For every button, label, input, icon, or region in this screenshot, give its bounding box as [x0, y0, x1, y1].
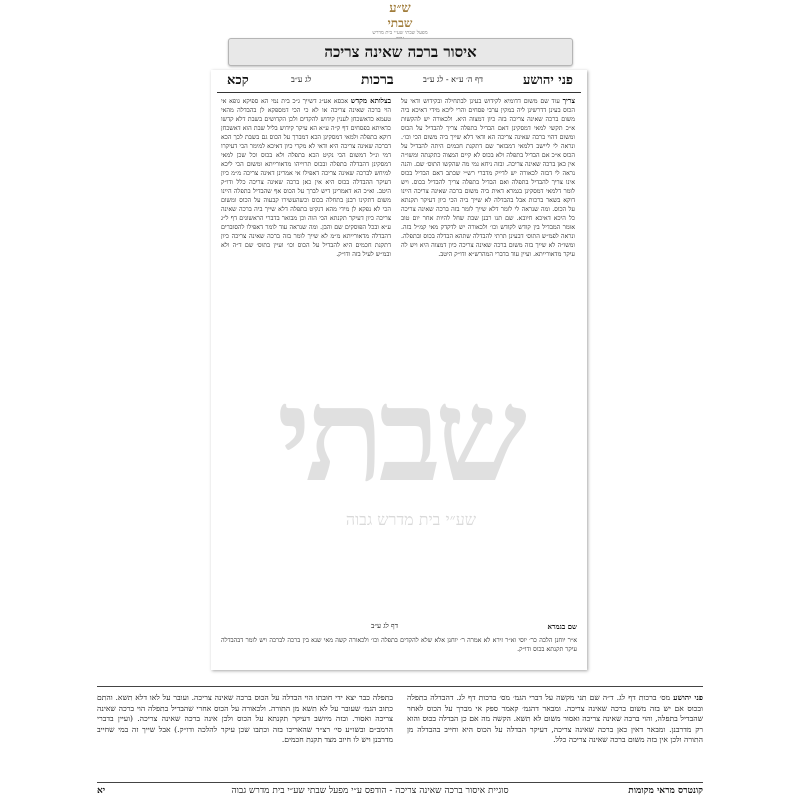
book-title: פני יהושע — [522, 73, 573, 88]
lower-daf-marker: דף לג ע״ב — [371, 622, 399, 630]
column-text: אכסא אע״ג דשייך ג״כ בית נמי הא ספיקא גופא אי הוי ברכה שאינה צריכה או לא כי הכי דמספקא לן בהבדלה מהאי טעמא כדאשכחן לענין קידוש להקדים ולכן הקדושים בשבת דלא קדשו כדאיתא בפסחים דף ק״ה ע״א הא עיקר קידוש בליל שבת הוא דאשכחן דוקא בתפלה ולמאי דמסקינן הכא דמברך על הכוס גם בשבת לכך הכא דברכה שאינה צריכה היא ודאי לא מקרי כיון דאיכא למימר הכי דעיקרו דמי ונ״ל דמשום הכי נקיט הכא בתפלה ולא בכוס וכל שכן למאי דמסקינן דהבדלה בתפלה ובכוס תרוייהו מדאורייתא ומשום הכי ליכא למיחש לברכה שאינה צריכה דאפילו אי אמרינן דאינה צריכה מ״מ כיון דעיקר ההבדלה בכוס היא אין כאן ברכה שאינה צריכה כלל ודו״ק היטב. וא״כ הא דאמרינן דיש לברך על הכוס אף שהבדיל בתפלה היינו משום דתקינו רבנן בתחלה בכוס וכשהעשירו קבעוה על הכוס ומשום הכי לא נפקא לן מידי מהא דנקיט בתפלה דלא שייך ביה ברכה שאינה צריכה כיון דעיקר תקנתא הכי הוה וכן מבואר בדברי הראשונים דף ל״ג ע״א ובכל הפוסקים שם והבן. ומה שנראה עוד לומר דאפילו להסוברים דהבדלה מדאורייתא מ״מ לא שייך לומר בזה ברכה שאינה צריכה כיון דתקנת חכמים היא להבדיל על הכוס וכו׳ ועיין בתוס׳ שם ד״ה ולא ובמ״ש לעיל בזה ודו״ק. — [221, 98, 391, 258]
page-footer — [97, 782, 703, 797]
logo-word: שבתי — [387, 16, 413, 30]
logo-mark: ש״ע — [389, 1, 411, 16]
book-page-number: קכא — [227, 73, 249, 88]
commentary-text-right: מס׳ ברכות דף לג. ד״ה שם תני מקשה על דברי הגמ׳ מס׳ ברכות דף לג. דהבדלה בתפלה ובכוס אם יש בזה משום ברכה שאינה צריכה. ומבאר דהגמ׳ קאמר ספק אי מברך על הכוס לאחר שהבדיל בתפלה, והוי ברכה שאינה צריכה ואסור משום לא תשא. הקשה מה אם כן הבדלה בכוס והוא רק מדרבנן. ומבאר דאין כאן ברכה שאינה צריכה, דעיקר הבדלה על הכוס היא וחייב בהבדלה מן התורה ולכן אין בזה משום ברכה שאינה צריכה כלל. — [407, 693, 703, 744]
book-column-left — [221, 96, 391, 616]
footer-subtitle: סוגיית איסור ברכה שאינה צריכה - הודפס ע״י מפעל שבתי שע״י בית מדרש גבוה — [231, 786, 509, 796]
watermark-text: שבתי — [276, 358, 522, 511]
book-daf-range: דף ה׳ ע״א - לג ע״ב — [422, 75, 483, 84]
book-daf-left: לג ע״ב — [291, 75, 312, 84]
column-lead-word: בצלותא מקדש — [350, 96, 391, 105]
lower-section-heading — [221, 622, 577, 631]
commentary-column-right — [407, 693, 703, 777]
commentary-lead: פני יהושע — [673, 693, 703, 702]
header-divider — [217, 92, 581, 93]
commentary-section — [97, 686, 703, 779]
column-text: עוד שם משום דדומיא לקידוש בעינן לבתחילה ובקידוש ודאי על הכוס בעינן דדרשינן ליה במקין ערבי פסחים והרי ליכא מידי דאיכא ביה משום ברכה שאינה צריכה בזה כיון דמצוה היא. ולכאורה יש להקשות א״כ תקשי למאי דמסקינן דאם הבדיל בתפלה צריך להבדיל על הכוס ומשום דהוי ברכה שאינה צריכה הא ודאי דלא שייך ביה משום הכי וכו׳. ונראה לי ליישב דלמאי דמבואר שם דתקנת חכמים היתה להבדיל על הכוס א״כ אם הבדיל בתפלה ולא בכוס לא קיים המצוה כתקנתה ומשו״ה אין כאן ברכה שאינה צריכה. ובזה ניחא נמי מה שהקשו התוס׳ שם. והנה נראה לי דבזה לכאורה יש לדייק מדברי רש״י שכתב דאם הבדיל בכוס אינו צריך להבדיל בתפלה ואם הבדיל בתפלה צריך להבדיל בכוס. ויש לומר דלמאי דמסקינן בגמרא דאית ביה משום ברכה שאינה צריכה היינו דוקא בשאר ברכות אבל בהבדלה לא שייך ביה הכי כיון דעיקר תקנתא על הכוס. ומה שנראה לי לומר דלא שייך לומר בזה ברכה שאינה צריכה כל היכא דאיכא חיובא. שם תנו רבנן שבת שחל להיות אחר יום טוב אומר המבדיל בין קודש לקודש וכו׳ ולכאורה יש לדקדק מאי קמ״ל בזה. ונראה לפמ״ש התוס׳ דבעינן תרתי להבדלה שתהא הבדלה בכוס ובתפלה. ומשו״ה לא שייך בזה משום ברכה שאינה צריכה כיון דמצוה היא ויש לה עיקר מדאורייתא. ועיין עוד בדברי המהרש״א ודו״ק היטב. — [401, 98, 575, 258]
topic-title-banner: איסור ברכה שאינה צריכה — [228, 38, 573, 66]
lower-heading-text: שם בגמרא — [547, 622, 577, 631]
book-page-scan — [211, 70, 587, 670]
logo-subtitle: מפעל שבתי שע״י בית מדרש — [372, 30, 428, 36]
footer-title: קונטרס מראי מקומות — [628, 786, 703, 796]
column-lead-word: צריך — [562, 96, 575, 105]
book-column-right — [401, 96, 575, 616]
book-page-header — [211, 70, 587, 92]
lower-section-text: א״ר יוחנן הלכה כר׳ יוסי וא״ר זירא לא אמרה ר׳ יוחנן אלא שלא להקדים בתפלה וכו׳ ולכאורה קשה מאי שנא בין ברכה לברכה ויש לומר דבהבדלה עיקר תקנתא בכוס ודו״ק. — [221, 637, 577, 653]
commentary-column-left: בתפלה כבר יצא ידי חובתו הוי הבדלה על הכוס ברכה שאינה צריכה. ועובר על לאו דלא תשא. והתם כתוב הגמ׳ שעובר על לא תשא מן התורה. ולכאורה על הכוס אחרי שהבדיל בתפלה הוי ברכה שאינה צריכה ואסור. ובזה מיושב דעיקר תקנתא על הכוס ולכן אינה ברכה שאינה צריכה. (ועיין בדברי הרמב״ם ובשו״ע סי׳ רצ״ד שהאריכו בזה וכתבו שכן עיקר להלכה ודו״ק.) אבל שייך זה במי שחייב מדרבנן ויש לו חיוב מצד תקנת חכמים. — [97, 693, 393, 744]
tractate-name: ברכות — [361, 72, 394, 88]
publisher-logo — [370, 2, 430, 38]
footer-page-number: יא — [97, 786, 106, 796]
watermark-subtitle: שע״י בית מדרש גבוה — [345, 510, 477, 529]
